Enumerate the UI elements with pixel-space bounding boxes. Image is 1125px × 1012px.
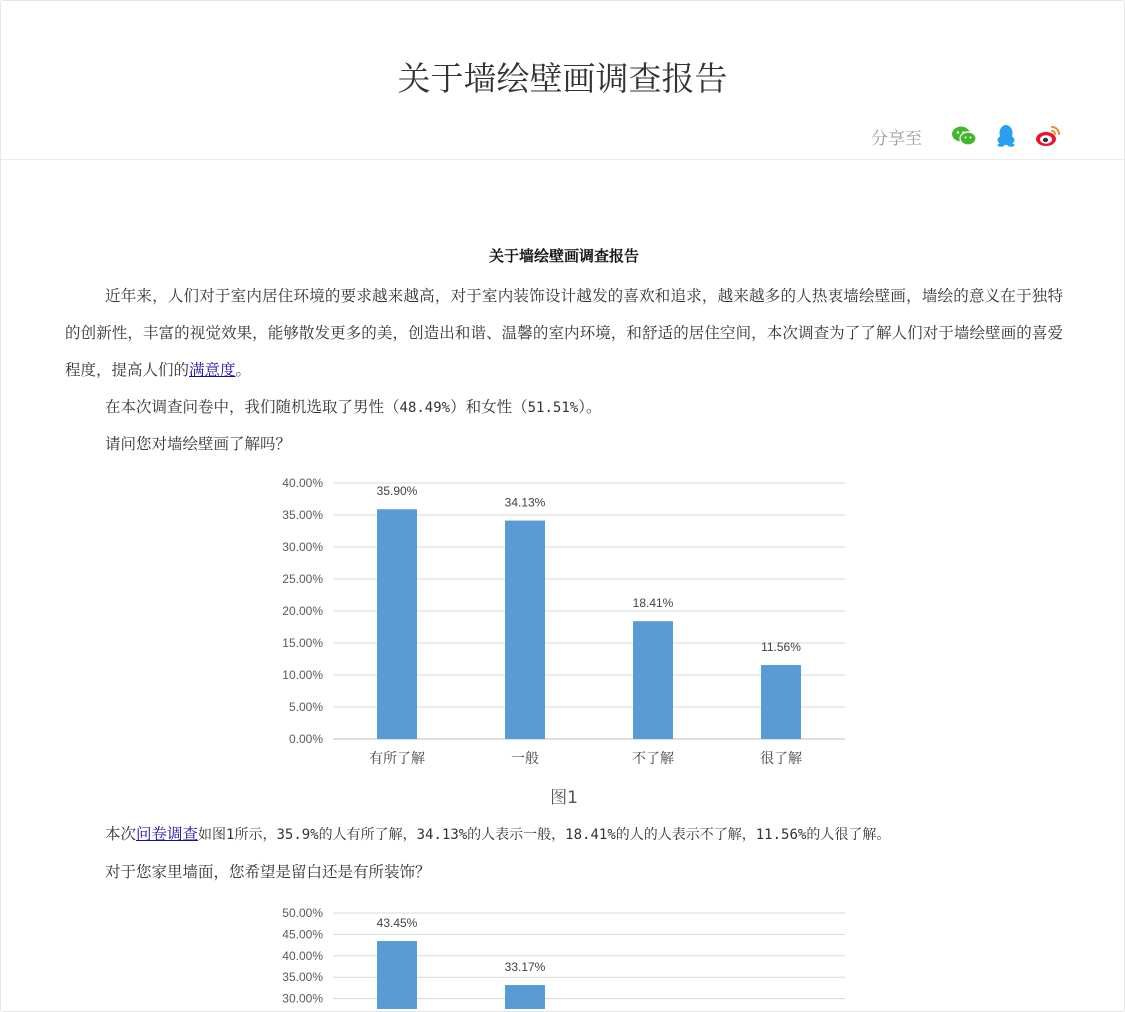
data-label: 35.90% [376, 484, 418, 499]
y-tick-label: 40.00% [282, 948, 323, 963]
bar [505, 985, 545, 1009]
male-percent: 48.49% [399, 400, 451, 416]
question-1: 请问您对墙绘壁画了解吗？ [105, 435, 292, 453]
article-header [1, 1, 1124, 160]
chart-wall-decoration [261, 899, 861, 1009]
share-label: 分享至 [871, 128, 922, 149]
y-tick-label: 0.00% [288, 732, 323, 746]
y-tick-label: 5.00% [288, 700, 323, 714]
bar [761, 665, 801, 739]
survey-link[interactable]: 问卷调查 [136, 825, 199, 843]
y-tick-label: 20.00% [282, 604, 323, 618]
y-tick-label: 10.00% [282, 668, 323, 682]
doc-title: 关于墙绘壁画调查报告 [488, 247, 639, 265]
data-label: 33.17% [504, 960, 546, 975]
gender-text-suffix: ）。 [578, 398, 602, 416]
page-title: 关于墙绘壁画调查报告 [397, 59, 728, 98]
data-label: 34.13% [504, 495, 546, 510]
gender-text-mid: ）和女性（ [450, 398, 528, 416]
bar [505, 521, 545, 739]
y-tick-label: 50.00% [282, 906, 323, 920]
question-2: 对于您家里墙面，您希望是留白还是有所装饰？ [105, 863, 431, 881]
data-label: 18.41% [632, 596, 674, 611]
data-label: 43.45% [376, 916, 418, 931]
intro-text-end: 。 [235, 361, 252, 379]
y-tick-label: 30.00% [282, 991, 323, 1006]
weibo-icon[interactable] [1034, 122, 1062, 150]
intro-paragraph [65, 278, 1063, 389]
result-text: 如图1所示，35.9%的人有所了解，34.13%的人表示一般，18.41%的人的人表示不了解，11.56%的人很了解。 [198, 827, 891, 843]
x-category-label: 一般 [511, 751, 539, 767]
y-tick-label: 35.00% [282, 508, 323, 522]
result-text-prefix: 本次 [105, 825, 137, 843]
bar [377, 941, 417, 1009]
intro-text: 近年来，人们对于室内居住环境的要求越来越高，对于室内装饰设计越发的喜欢和追求，越来越多的人热衷墙绘壁画，墙绘的意义在于独特的创新性，丰富的视觉效果，能够散发更多的美，创造出和谐、温馨的室内环境，和舒适的居住空间，本次调查为了了解人们对于墙绘壁画的喜爱程度，提高人们的 [65, 287, 1063, 379]
satisfaction-link[interactable]: 满意度 [189, 361, 236, 379]
female-percent: 51.51% [527, 400, 579, 416]
y-tick-label: 45.00% [282, 927, 323, 942]
x-category-label: 很了解 [760, 751, 802, 767]
y-tick-label: 35.00% [282, 970, 323, 985]
bar [377, 509, 417, 739]
gender-paragraph [65, 389, 1063, 427]
figure-1-caption: 图1 [550, 788, 578, 808]
x-category-label: 有所了解 [369, 751, 425, 767]
bar [633, 621, 673, 739]
result-paragraph [65, 816, 1063, 854]
chart-familiarity [261, 471, 861, 771]
y-tick-label: 25.00% [282, 572, 323, 586]
share-bar [871, 121, 1062, 151]
y-tick-label: 30.00% [282, 540, 323, 554]
gender-text-prefix: 在本次调查问卷中，我们随机选取了男性（ [105, 398, 400, 416]
wechat-icon[interactable] [950, 122, 978, 150]
y-tick-label: 40.00% [282, 476, 323, 490]
x-category-label: 不了解 [632, 751, 674, 767]
y-tick-label: 15.00% [282, 636, 323, 650]
data-label: 11.56% [761, 640, 801, 655]
qq-icon[interactable] [992, 122, 1020, 150]
